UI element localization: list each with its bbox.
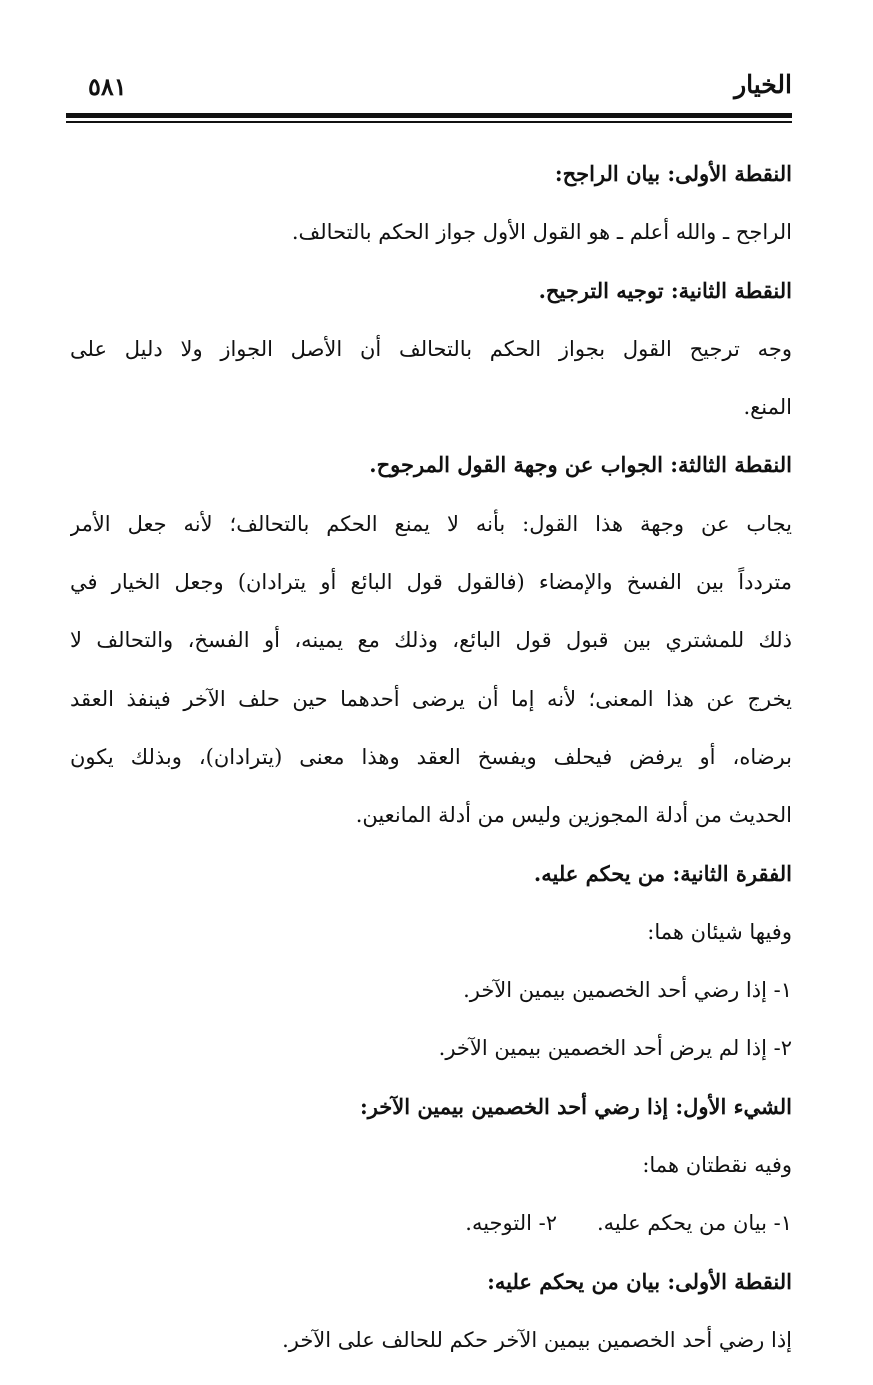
- heading-first-thing: الشيء الأول: إذا رضي أحد الخصمين بيمين الآخر:: [359, 1093, 792, 1119]
- paragraph-line: الراجح ـ والله أعلم ـ هو القول الأول جواز الحكم بالتحالف.: [291, 220, 792, 245]
- body-text: [70, 145, 792, 1369]
- page-header: [66, 68, 792, 112]
- paragraph-line: برضاه، أو يرفض فيحلف ويفسخ العقد وهذا معنى (يترادان)، وبذلك يكون: [70, 744, 792, 769]
- list-item: ١- بيان من يحكم عليه.: [596, 1211, 792, 1236]
- heading-point-one-who-judged: النقطة الأولى: بيان من يحكم عليه:: [487, 1268, 792, 1294]
- heading-point-three-answer: النقطة الثالثة: الجواب عن وجهة القول المرجوح.: [369, 452, 792, 478]
- paragraph-line: متردداً بين الفسخ والإمضاء (فالقول قول البائع أو يترادان) وجعل الخيار في: [70, 570, 792, 595]
- list-item: ٢- التوجيه.: [465, 1211, 557, 1236]
- paragraph-line: المنع.: [743, 395, 792, 420]
- paragraph-line: إذا رضي أحد الخصمين بيمين الآخر حكم للحالف على الآخر.: [282, 1327, 792, 1352]
- two-column-list: [70, 1194, 792, 1252]
- list-item: ١- إذا رضي أحد الخصمين بيمين الآخر.: [463, 978, 792, 1003]
- page-number: ٥٨١: [88, 72, 127, 101]
- heading-point-two-justification: النقطة الثانية: توجيه الترجيح.: [538, 277, 792, 303]
- list-item: ٢- إذا لم يرض أحد الخصمين بيمين الآخر.: [438, 1036, 792, 1061]
- running-title: الخيار: [734, 70, 792, 99]
- paragraph-line: وجه ترجيح القول بجواز الحكم بالتحالف أن الأصل الجواز ولا دليل على: [70, 336, 792, 361]
- heading-second-paragraph: الفقرة الثانية: من يحكم عليه.: [533, 860, 792, 886]
- paragraph-line: وفيه نقطتان هما:: [642, 1153, 792, 1178]
- header-rule-thin: [66, 121, 792, 123]
- paragraph-line: يجاب عن وجهة هذا القول: بأنه لا يمنع الحكم بالتحالف؛ لأنه جعل الأمر: [70, 511, 792, 536]
- header-rule-thick: [66, 113, 792, 118]
- paragraph-line: الحديث من أدلة المجوزين وليس من أدلة المانعين.: [355, 803, 792, 828]
- paragraph-line: وفيها شيئان هما:: [647, 919, 792, 944]
- paragraph-line: ذلك للمشتري بين قبول قول البائع، وذلك مع يمينه، أو الفسخ، والتحالف لا: [70, 628, 792, 653]
- heading-point-one-preferred: النقطة الأولى: بيان الراجح:: [554, 161, 792, 186]
- paragraph-line: يخرج عن هذا المعنى؛ لأنه إما أن يرضى أحدهما حين حلف الآخر فينفذ العقد: [70, 686, 792, 711]
